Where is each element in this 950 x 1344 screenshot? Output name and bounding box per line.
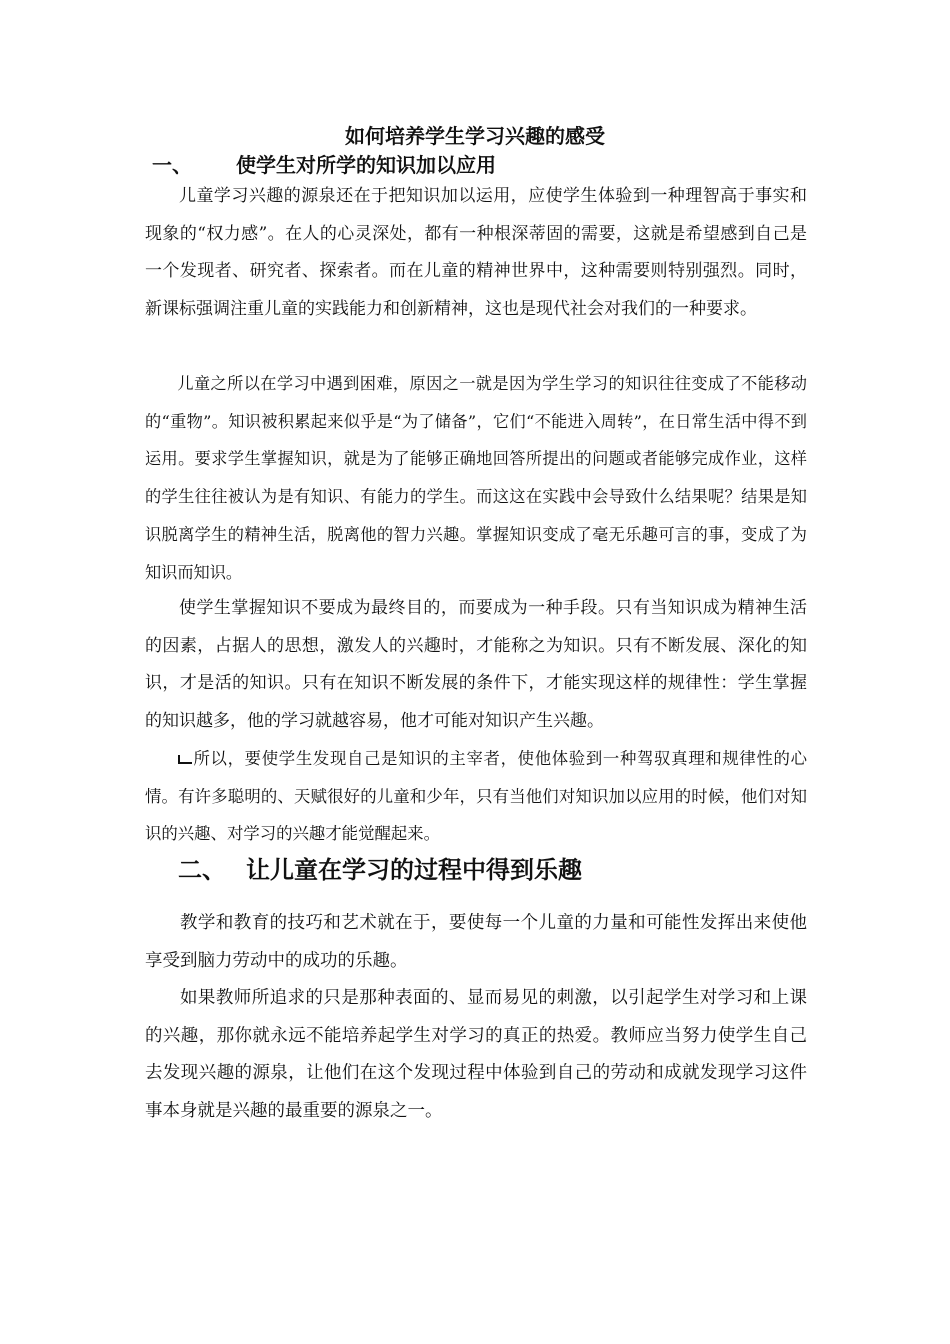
section-2-paragraph-2: 如果教师所追求的只是那种表面的、显而易见的刺激，以引起学生对学习和上课的兴趣，那你就永远不能培养起学生对学习的真正的热爱。教师应当努力使学生自己去发现兴趣的源泉，让他们在这个发现过程中体验到自己的劳动和成就发现学习这件事本身就是兴趣的最重要的源泉之一。 <box>145 988 807 1121</box>
paragraph-mark-icon <box>178 754 192 764</box>
section-1-paragraph-4 <box>145 740 807 853</box>
document-title: 如何培养学生学习兴趣的感受 <box>345 124 605 148</box>
section-1-paragraph-3: 使学生掌握知识不要成为最终目的，而要成为一种手段。只有当知识成为精神生活的因素，占据人的思想，激发人的兴趣时，才能称之为知识。只有不断发展、深化的知识，才是活的知识。只有在知识不断发展的条件下，才能实现这样的规律性：学生掌握的知识越多，他的学习就越容易，他才可能对知识产生兴趣。 <box>145 598 807 731</box>
section-1-paragraph-4-text: 所以，要使学生发现自己是知识的主宰者，使他体验到一种驾驭真理和规律性的心情。有许多聪明的、天赋很好的儿童和少年，只有当他们对知识加以应用的时候，他们对知识的兴趣、对学习的兴趣才能觉醒起来。 <box>145 749 807 843</box>
section-1-heading-text: 使学生对所学的知识加以应用 <box>236 153 496 177</box>
section-1-paragraph-1: 儿童学习兴趣的源泉还在于把知识加以运用，应使学生体验到一种理智高于事实和现象的“权力感”。在人的心灵深处，都有一种根深蒂固的需要，这就是希望感到自己是一个发现者、研究者、探索者。而在儿童的精神世界中，这种需要则特别强烈。同时，新课标强调注重儿童的实践能力和创新精神，这也是现代社会对我们的一种要求。 <box>145 186 807 319</box>
section-2-number: 二、 <box>178 855 226 884</box>
section-2-heading <box>178 852 582 888</box>
section-2-heading-text: 让儿童在学习的过程中得到乐趣 <box>246 855 582 884</box>
section-1-number: 一、 <box>152 153 192 177</box>
section-1-paragraph-2: 儿童之所以在学习中遇到困难，原因之一就是因为学生学习的知识往往变成了不能移动的“重物”。知识被积累起来似乎是“为了储备”，它们“不能进入周转”，在日常生活中得不到运用。要求学生掌握知识，就是为了能够正确地回答所提出的问题或者能够完成作业，这样的学生往往被认为是有知识、有能力的学生。而这这在实践中会导致什么结果呢？结果是知识脱离学生的精神生活，脱离他的智力兴趣。掌握知识变成了毫无乐趣可言的事，变成了为知识而知识。 <box>145 374 807 582</box>
section-2-paragraph-1: 教学和教育的技巧和艺术就在于，要使每一个儿童的力量和可能性发挥出来使他享受到脑力劳动中的成功的乐趣。 <box>145 913 807 971</box>
section-1-heading <box>152 150 496 180</box>
